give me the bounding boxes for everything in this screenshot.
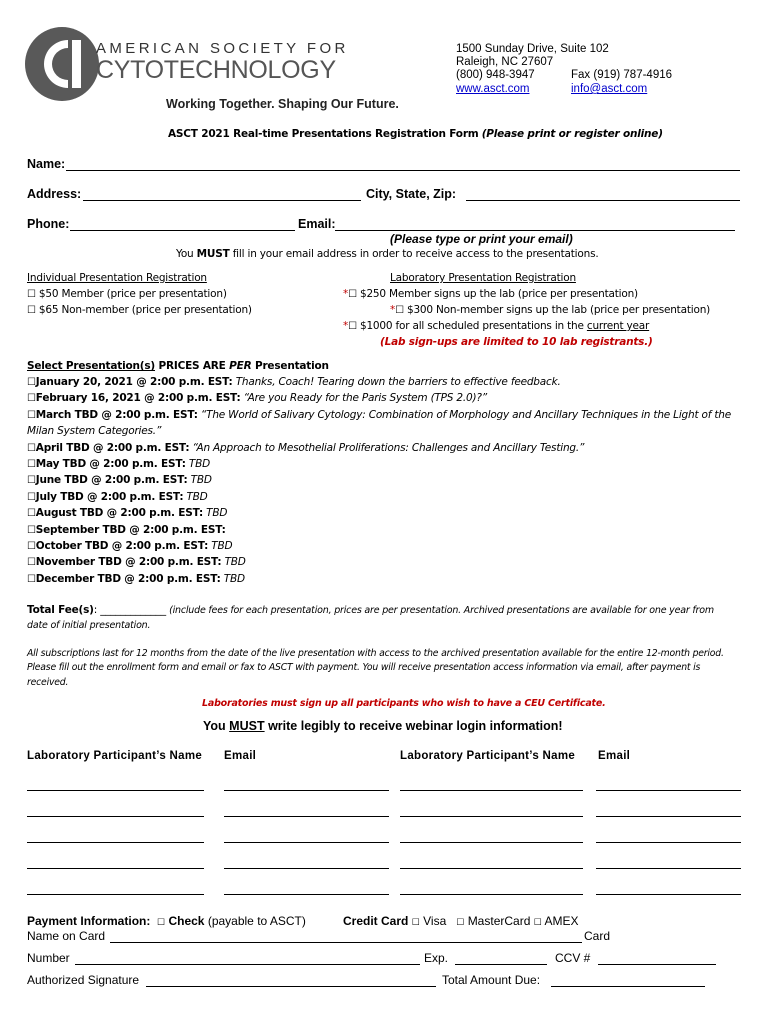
lab-heading: Laboratory Presentation Registration: [390, 272, 576, 284]
legibly-note: [203, 719, 563, 733]
email-link[interactable]: info@asct.com: [571, 83, 648, 95]
participant-name-field[interactable]: [27, 816, 204, 817]
total-fees-field[interactable]: : _____________: [93, 604, 166, 616]
checkbox-icon[interactable]: ☐: [27, 409, 36, 421]
presentation-option[interactable]: [27, 573, 245, 585]
lab-option-nonmember[interactable]: *☐ $300 Non-member signs up the lab (price per presentation): [390, 304, 711, 316]
lab-option-nonmember-label: $300 Non-member signs up the lab (price per presentation): [406, 304, 711, 316]
participant-email-field[interactable]: [596, 816, 741, 817]
logo: [24, 26, 100, 102]
name-label: Name:: [27, 157, 66, 171]
card-number-field[interactable]: [75, 964, 420, 965]
fax-number: Fax (919) 787-4916: [571, 69, 673, 81]
presentation-title: TBD: [206, 507, 228, 520]
lab-option-all-label: $1000 for all scheduled presentations in the: [359, 320, 584, 332]
individual-option-nonmember[interactable]: [27, 304, 252, 316]
payment-info: [27, 914, 306, 928]
checkbox-icon[interactable]: ☐: [27, 377, 36, 388]
subscription-note-2: Please fill out the enrollment form and email or fax to ASCT with payment. You will receive presentation access information via email, after payment is: [27, 662, 701, 673]
phone-field[interactable]: [70, 230, 295, 231]
form-title-text: ASCT 2021 Real-time Presentations Registration Form: [168, 128, 479, 140]
presentation-option[interactable]: [27, 540, 232, 552]
checkbox-icon[interactable]: ☐: [27, 541, 36, 552]
ccv-field[interactable]: [598, 964, 716, 965]
presentation-date: January 20, 2021 @ 2:00 p.m. EST:: [35, 376, 233, 388]
visa-label: Visa: [423, 914, 447, 928]
city-state-zip-field[interactable]: [466, 200, 740, 201]
participant-name-field[interactable]: [27, 790, 204, 791]
presentation-option[interactable]: [27, 474, 212, 486]
participant-name-field[interactable]: [400, 894, 583, 895]
email-required-note: [176, 248, 598, 260]
checkbox-icon[interactable]: ☐: [27, 459, 36, 470]
participant-email-field[interactable]: [224, 842, 389, 843]
presentation-title: “Are you Ready for the Paris System (TPS 2.0)?”: [243, 392, 488, 405]
presentation-date: December TBD @ 2:00 p.m. EST:: [35, 572, 221, 585]
legibly-must: MUST: [229, 719, 265, 733]
select-heading-end: Presentation: [254, 360, 329, 372]
checkbox-icon[interactable]: ☐: [27, 305, 36, 316]
payment-label: Payment Information:: [27, 914, 151, 928]
check-note: (payable to ASCT): [207, 914, 306, 928]
presentation-option[interactable]: [27, 442, 584, 454]
participant-name-field[interactable]: [400, 868, 583, 869]
total-fees: [27, 604, 714, 616]
email-field[interactable]: [335, 230, 735, 231]
participant-name-field[interactable]: [400, 790, 583, 791]
presentation-date: July TBD @ 2:00 p.m. EST:: [35, 490, 184, 503]
signature-field[interactable]: [146, 986, 436, 987]
tagline: Working Together. Shaping Our Future.: [166, 97, 399, 111]
amex-checkbox[interactable]: ☐: [533, 917, 542, 927]
individual-option-nonmember-label: $65 Non-member (price per presentation): [38, 304, 252, 316]
card-label: Card: [584, 929, 611, 943]
lab-option-all[interactable]: *☐ $1000 for all scheduled presentations in the current year: [343, 320, 650, 332]
presentation-date: May TBD @ 2:00 p.m. EST:: [35, 458, 186, 470]
legibly-pre: You: [203, 719, 226, 733]
name-on-card-field[interactable]: [110, 942, 582, 943]
org-name-line1: AMERICAN SOCIETY FOR: [96, 40, 349, 57]
participant-name-field[interactable]: [400, 816, 583, 817]
lab-limit-note: (Lab sign-ups are limited to 10 lab registrants.): [380, 336, 653, 348]
checkbox-icon[interactable]: ☐: [27, 557, 36, 569]
check-label: Check: [168, 914, 205, 928]
presentation-option[interactable]: [27, 376, 561, 388]
presentation-date: February 16, 2021 @ 2:00 p.m. EST:: [35, 392, 241, 405]
presentation-date: June TBD @ 2:00 p.m. EST:: [35, 474, 188, 487]
presentation-title: TBD: [188, 458, 211, 470]
mastercard-checkbox[interactable]: ☐: [456, 917, 465, 927]
checkbox-icon[interactable]: ☐: [27, 508, 36, 520]
participant-email-field[interactable]: [596, 842, 741, 843]
individual-option-member-label: $50 Member (price per presentation): [38, 288, 227, 300]
lab-option-member[interactable]: *☐ $250 Member signs up the lab (price per presentation): [343, 288, 638, 300]
total-due-field[interactable]: [551, 986, 705, 987]
participant-name-header-1: Laboratory Participant’s Name: [27, 750, 203, 762]
select-heading-per: PER: [229, 360, 252, 372]
total-due-label: Total Amount Due:: [442, 973, 541, 987]
presentation-option[interactable]: [27, 458, 210, 470]
form-title: [168, 128, 663, 140]
presentation-option[interactable]: [27, 491, 208, 503]
amex-label: AMEX: [544, 914, 579, 928]
presentation-date: September TBD @ 2:00 p.m. EST:: [35, 523, 226, 536]
presentation-option[interactable]: [27, 524, 226, 536]
checkbox-icon[interactable]: ☐: [348, 289, 357, 300]
participant-email-header-1: Email: [224, 750, 257, 762]
participant-email-field[interactable]: [224, 894, 389, 895]
checkbox-icon[interactable]: ☐: [27, 491, 36, 503]
phone-label: Phone:: [27, 217, 70, 231]
org-name-line2: CYTOTECHNOLOGY: [96, 56, 336, 84]
total-fees-note: (include fees for each presentation, prices are per presentation. Archived presentations are available for one year from: [169, 605, 714, 616]
participant-name-field[interactable]: [27, 842, 204, 843]
expiration-label: Exp.: [424, 951, 449, 965]
participant-email-field[interactable]: [596, 868, 741, 869]
individual-option-member[interactable]: [27, 288, 227, 300]
presentation-title: Thanks, Coach! Tearing down the barriers to effective feedback.: [235, 376, 561, 388]
ceu-note: Laboratories must sign up all participants who wish to have a CEU Certificate.: [202, 698, 606, 709]
presentation-date: October TBD @ 2:00 p.m. EST:: [35, 540, 209, 552]
phone-number: (800) 948-3947: [456, 69, 535, 81]
website-link[interactable]: www.asct.com: [456, 83, 530, 95]
presentation-date: August TBD @ 2:00 p.m. EST:: [35, 507, 203, 520]
credit-card-label: Credit Card: [343, 914, 409, 928]
presentation-title: TBD: [186, 490, 208, 503]
ccv-label: CCV #: [555, 951, 591, 965]
select-heading: [27, 360, 329, 372]
individual-heading: Individual Presentation Registration: [27, 272, 207, 284]
presentation-date: March TBD @ 2:00 p.m. EST:: [35, 408, 198, 421]
presentation-title: TBD: [190, 474, 212, 487]
subscription-note-1: All subscriptions last for 12 months from the date of the live presentation with access to the archived presentation available for the entire 12-month period.: [27, 648, 724, 659]
current-year-text: current year: [586, 320, 650, 332]
checkbox-icon[interactable]: ☐: [27, 442, 36, 454]
check-checkbox[interactable]: ☐: [157, 917, 166, 927]
participant-email-header-2: Email: [598, 750, 631, 762]
checkbox-icon[interactable]: ☐: [395, 305, 404, 316]
must-word: MUST: [196, 248, 230, 260]
presentation-title: “The World of Salivary Cytology: Combination of Morphology and Ancillary Techniques in the Light of the: [200, 408, 731, 421]
presentation-option[interactable]: [27, 392, 487, 404]
participant-email-field[interactable]: [596, 894, 741, 895]
participant-name-field[interactable]: [400, 842, 583, 843]
presentation-title: TBD: [224, 556, 246, 569]
participant-email-field[interactable]: [224, 790, 389, 791]
mastercard-label: MasterCard: [467, 914, 531, 928]
select-heading-mid: PRICES ARE: [158, 360, 226, 372]
presentation-title: TBD: [223, 572, 245, 585]
name-on-card-label: Name on Card: [27, 929, 106, 943]
checkbox-icon[interactable]: ☐: [27, 524, 36, 536]
checkbox-icon[interactable]: ☐: [348, 321, 357, 332]
participant-email-field[interactable]: [224, 868, 389, 869]
checkbox-icon[interactable]: ☐: [27, 573, 36, 585]
email-label: Email:: [298, 217, 336, 231]
participant-email-field[interactable]: [596, 790, 741, 791]
participant-name-header-2: Laboratory Participant’s Name: [400, 750, 576, 762]
expiration-field[interactable]: [455, 964, 547, 965]
presentation-option[interactable]: [27, 507, 227, 519]
select-heading-link: Select Presentation(s): [27, 360, 156, 372]
visa-checkbox[interactable]: ☐: [411, 917, 420, 927]
presentation-title: “An Approach to Mesothelial Proliferations: Challenges and Ancillary Testing.”: [192, 441, 585, 454]
presentation-option[interactable]: [27, 409, 731, 421]
checkbox-icon[interactable]: ☐: [27, 289, 36, 300]
address-field[interactable]: [83, 200, 361, 201]
city-state-zip-label: City, State, Zip:: [366, 187, 457, 201]
presentation-title: TBD: [211, 540, 233, 552]
presentation-date: November TBD @ 2:00 p.m. EST:: [35, 556, 222, 569]
email-note: (Please type or print your email): [390, 232, 573, 246]
lab-option-member-label: $250 Member signs up the lab (price per presentation): [359, 288, 638, 300]
form-title-note: (Please print or register online): [481, 128, 663, 140]
checkbox-icon[interactable]: ☐: [27, 475, 36, 487]
logo-mark: [24, 26, 100, 102]
participant-name-field[interactable]: [27, 894, 204, 895]
total-fees-note-2: date of initial presentation.: [27, 620, 151, 631]
checkbox-icon[interactable]: ☐: [27, 393, 36, 405]
credit-card-options: [343, 914, 578, 928]
signature-label: Authorized Signature: [27, 973, 140, 987]
presentation-option[interactable]: [27, 556, 246, 568]
address-label: Address:: [27, 187, 82, 201]
legibly-post: write legibly to receive webinar login information!: [268, 719, 563, 733]
card-number-label: Number: [27, 951, 70, 965]
must-pre: You: [176, 248, 194, 260]
participant-name-field[interactable]: [27, 868, 204, 869]
participant-email-field[interactable]: [224, 816, 389, 817]
address-line1: 1500 Sunday Drive, Suite 102: [456, 43, 609, 55]
presentation-date: April TBD @ 2:00 p.m. EST:: [35, 441, 190, 454]
address-line2: Raleigh, NC 27607: [456, 56, 554, 68]
total-fees-label: Total Fee(s): [27, 604, 94, 616]
presentation-title-continued: Milan System Categories.”: [27, 425, 162, 438]
name-field[interactable]: [66, 170, 740, 171]
must-post: fill in your email address in order to receive access to the presentations.: [232, 248, 599, 260]
subscription-note-3: received.: [27, 677, 69, 688]
